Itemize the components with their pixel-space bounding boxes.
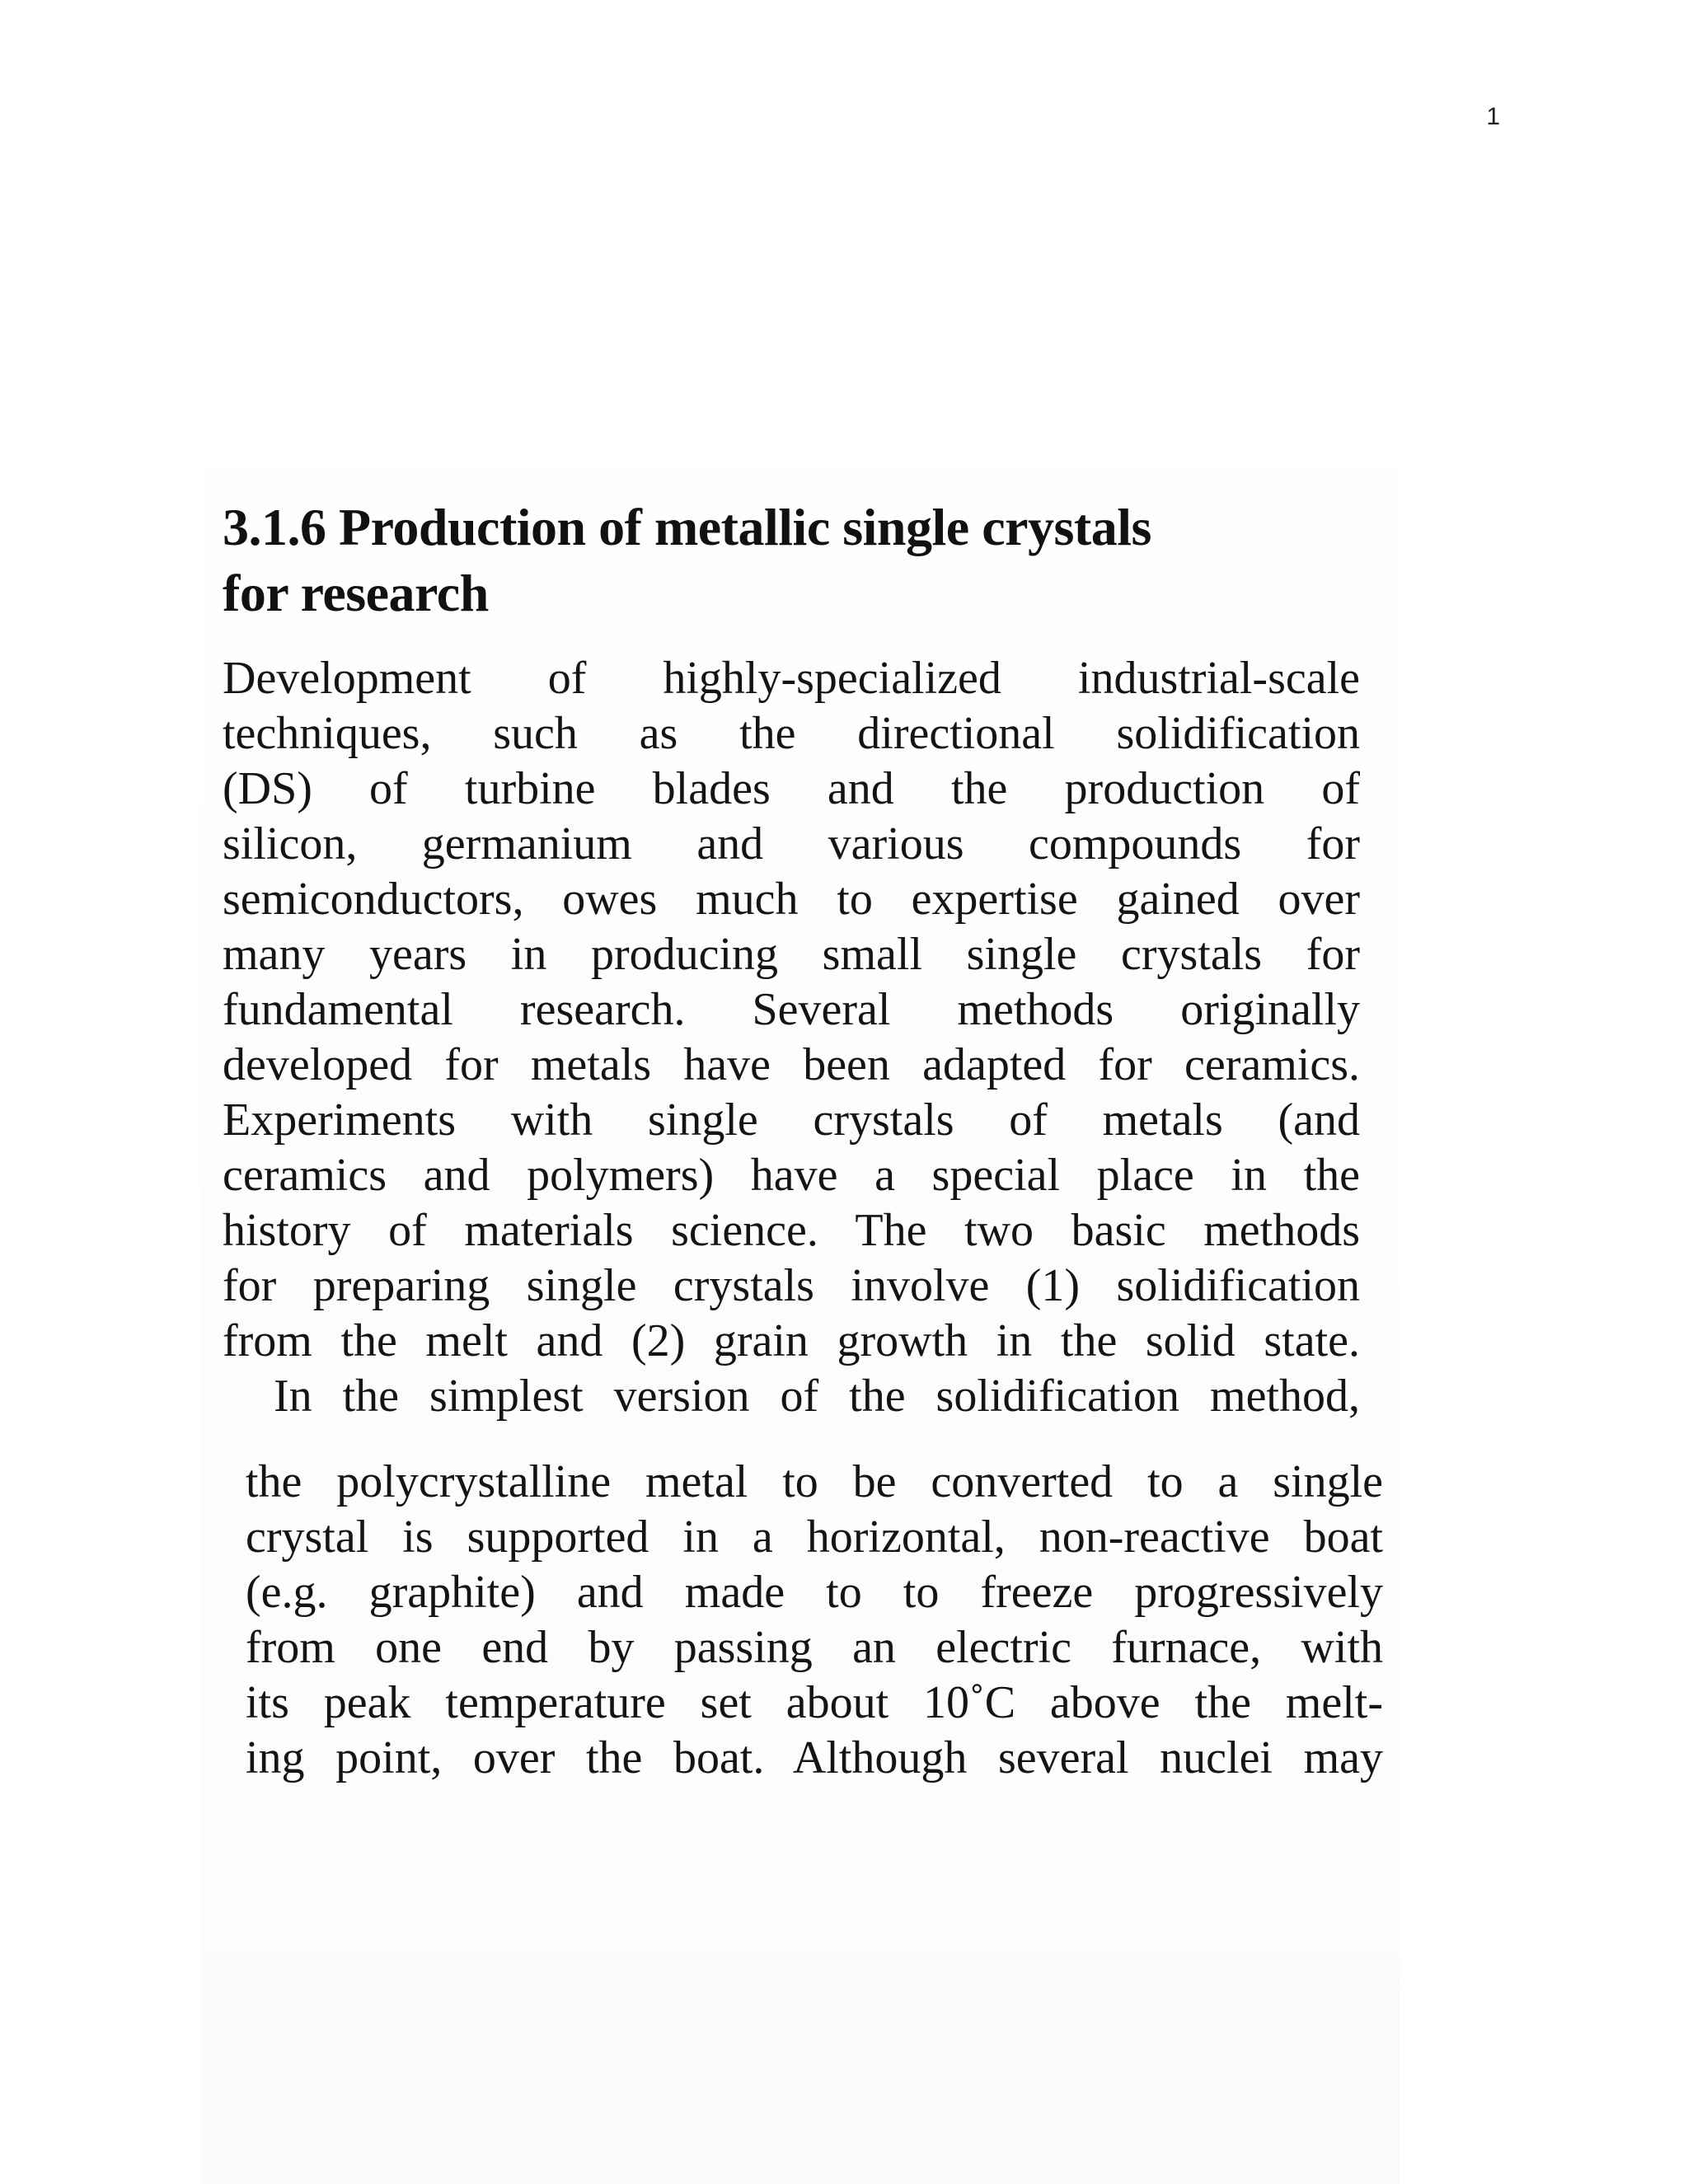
text-line: fundamental research. Several methods originally: [223, 984, 1360, 1035]
text-line: (e.g. graphite) and made to to freeze progressively: [246, 1567, 1383, 1618]
text-line: techniques, such as the directional solidification: [223, 708, 1360, 759]
paragraph-1: [223, 651, 1360, 1424]
text-line: crystal is supported in a horizontal, non-reactive boat: [246, 1511, 1383, 1563]
text-line: developed for metals have been adapted for ceramics.: [223, 1039, 1360, 1090]
text-line: (DS) of turbine blades and the production of: [223, 763, 1360, 814]
page-number: 1: [1486, 103, 1500, 130]
section-heading: [223, 494, 1360, 626]
paragraph-2-first-line: In the simplest version of the solidification method,: [274, 1371, 1360, 1422]
section-heading-line: 3.1.6 Production of metallic single crystals: [223, 498, 1151, 556]
text-line: many years in producing small single crystals for: [223, 929, 1360, 980]
text-line: silicon, germanium and various compounds for: [223, 818, 1360, 869]
text-line: semiconductors, owes much to expertise gained over: [223, 874, 1360, 925]
section-heading-line: for research: [223, 564, 489, 622]
text-line: history of materials science. The two basic methods: [223, 1205, 1360, 1256]
text-line: its peak temperature set about 10˚C above the melt-: [246, 1677, 1383, 1728]
text-line: ing point, over the boat. Although several nuclei may: [246, 1732, 1383, 1783]
text-line: the polycrystalline metal to be converted to a single: [246, 1456, 1383, 1507]
text-line: from the melt and (2) grain growth in the solid state.: [223, 1315, 1360, 1366]
text-line: Development of highly-specialized industrial-scale: [223, 653, 1360, 704]
text-line: from one end by passing an electric furnace, with: [246, 1622, 1383, 1673]
text-line: ceramics and polymers) have a special place in the: [223, 1150, 1360, 1201]
paragraph-2-continuation: [246, 1455, 1383, 1786]
text-line: Experiments with single crystals of metals (and: [223, 1094, 1360, 1146]
text-line: for preparing single crystals involve (1) solidification: [223, 1260, 1360, 1311]
